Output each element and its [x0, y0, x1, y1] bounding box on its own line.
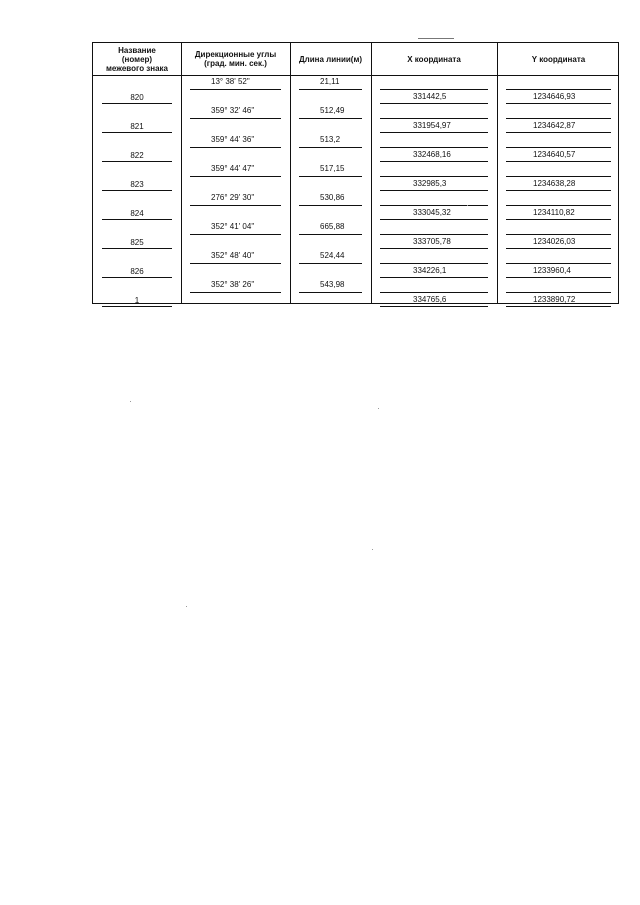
row-divider [380, 147, 488, 148]
line-length-value: 513,2 [320, 135, 341, 144]
y-coordinate-value: 1234110,82 [533, 207, 575, 217]
row-divider [506, 205, 611, 206]
row-divider [380, 89, 488, 90]
x-coordinate-value: 333045,32 [413, 207, 451, 217]
point-name-value: 826 [130, 266, 144, 276]
direction-angle-value: 359° 44' 36" [211, 135, 255, 144]
line-length-value: 665,88 [320, 222, 345, 231]
row-divider [506, 132, 611, 133]
direction-angle-value: 359° 32' 46" [211, 106, 255, 115]
row-divider [506, 248, 611, 249]
row-divider [190, 147, 281, 148]
row-divider [506, 234, 611, 235]
scan-speck [130, 401, 131, 402]
header-line-length: Длина линии(м) [298, 54, 363, 64]
row-divider [380, 234, 488, 235]
point-name-value: 824 [130, 208, 144, 218]
column-divider [290, 43, 291, 303]
column-divider [497, 43, 498, 303]
row-divider [299, 234, 362, 235]
header-point-name: Название (номер) межевого знака [105, 45, 169, 73]
point-name-value: 820 [130, 92, 144, 102]
row-divider [380, 263, 488, 264]
row-divider [299, 176, 362, 177]
line-length-value: 21,11 [320, 77, 340, 86]
row-divider [102, 248, 172, 249]
row-divider [299, 205, 362, 206]
x-coordinate-value: 334226,1 [413, 265, 447, 275]
row-divider [506, 292, 611, 293]
row-divider [506, 161, 611, 162]
scan-mark [418, 38, 454, 39]
row-divider [506, 103, 611, 104]
row-divider [380, 306, 488, 307]
x-coordinate-value: 331954,97 [413, 120, 451, 130]
row-divider [506, 306, 611, 307]
row-divider [506, 89, 611, 90]
row-divider [380, 118, 488, 119]
y-coordinate-value: 1234026,03 [533, 236, 576, 246]
row-divider [102, 103, 172, 104]
line-length-value: 543,98 [320, 280, 345, 289]
row-divider [299, 147, 362, 148]
row-divider [299, 292, 362, 293]
x-coordinate-value: 334765,6 [413, 294, 447, 304]
row-divider [299, 263, 362, 264]
row-divider [380, 161, 488, 162]
line-length-value: 517,15 [320, 164, 345, 173]
x-coordinate-value: 332985,3 [413, 178, 447, 188]
row-divider [506, 190, 611, 191]
header-direction-angles: Дирекционные углы (град. мин. сек.) [194, 50, 277, 68]
column-divider [181, 43, 182, 303]
header-x-coordinate: X координата [407, 54, 461, 64]
row-divider [102, 219, 172, 220]
row-divider [380, 248, 488, 249]
row-divider [190, 176, 281, 177]
point-name-value: 823 [130, 179, 144, 189]
y-coordinate-value: 1234640,57 [533, 149, 576, 159]
line-length-value: 512,49 [320, 106, 345, 115]
row-divider [380, 277, 488, 278]
x-coordinate-value: 332468,16 [413, 149, 451, 159]
boundary-coordinates-table [92, 42, 619, 304]
point-name-value: 1 [134, 295, 140, 305]
scan-speck [378, 408, 379, 409]
row-divider [380, 292, 488, 293]
row-divider [380, 190, 488, 191]
row-divider [190, 89, 281, 90]
column-divider [371, 43, 372, 303]
row-divider [380, 205, 488, 206]
direction-angle-value: 276° 29' 30" [211, 193, 255, 202]
point-name-value: 821 [130, 121, 144, 131]
row-divider [380, 103, 488, 104]
point-name-value: 822 [130, 150, 144, 160]
header-divider [93, 75, 618, 76]
row-divider [506, 219, 611, 220]
row-divider [102, 132, 172, 133]
x-coordinate-value: 331442,5 [413, 91, 447, 101]
y-coordinate-value: 1234642,87 [533, 120, 576, 130]
row-divider [190, 118, 281, 119]
row-divider [190, 292, 281, 293]
direction-angle-value: 352° 38' 26" [211, 280, 255, 289]
point-name-value: 825 [130, 237, 144, 247]
y-coordinate-value: 1234638,28 [533, 178, 576, 188]
row-divider [380, 176, 488, 177]
row-divider [506, 118, 611, 119]
row-divider [380, 132, 488, 133]
line-length-value: 524,44 [320, 251, 345, 260]
x-coordinate-value: 333705,78 [413, 236, 451, 246]
row-divider [190, 234, 281, 235]
scan-speck [372, 549, 373, 550]
y-coordinate-value: 1233960,4 [533, 265, 571, 275]
scan-speck [186, 606, 187, 607]
row-divider [299, 118, 362, 119]
header-y-coordinate: Y координата [531, 54, 586, 64]
row-divider [190, 205, 281, 206]
row-divider [102, 277, 172, 278]
direction-angle-value: 352° 48' 40" [211, 251, 255, 260]
y-coordinate-value: 1233890,72 [533, 294, 576, 304]
y-coordinate-value: 1234646,93 [533, 91, 576, 101]
scan-speck [467, 205, 468, 206]
row-divider [506, 263, 611, 264]
row-divider [380, 219, 488, 220]
row-divider [506, 147, 611, 148]
direction-angle-value: 13° 38' 52" [211, 77, 250, 86]
direction-angle-value: 359° 44' 47" [211, 164, 255, 173]
direction-angle-value: 352° 41' 04" [211, 222, 255, 231]
row-divider [506, 176, 611, 177]
row-divider [102, 306, 172, 307]
row-divider [299, 89, 362, 90]
row-divider [506, 277, 611, 278]
line-length-value: 530,86 [320, 193, 345, 202]
row-divider [190, 263, 281, 264]
row-divider [102, 190, 172, 191]
row-divider [102, 161, 172, 162]
